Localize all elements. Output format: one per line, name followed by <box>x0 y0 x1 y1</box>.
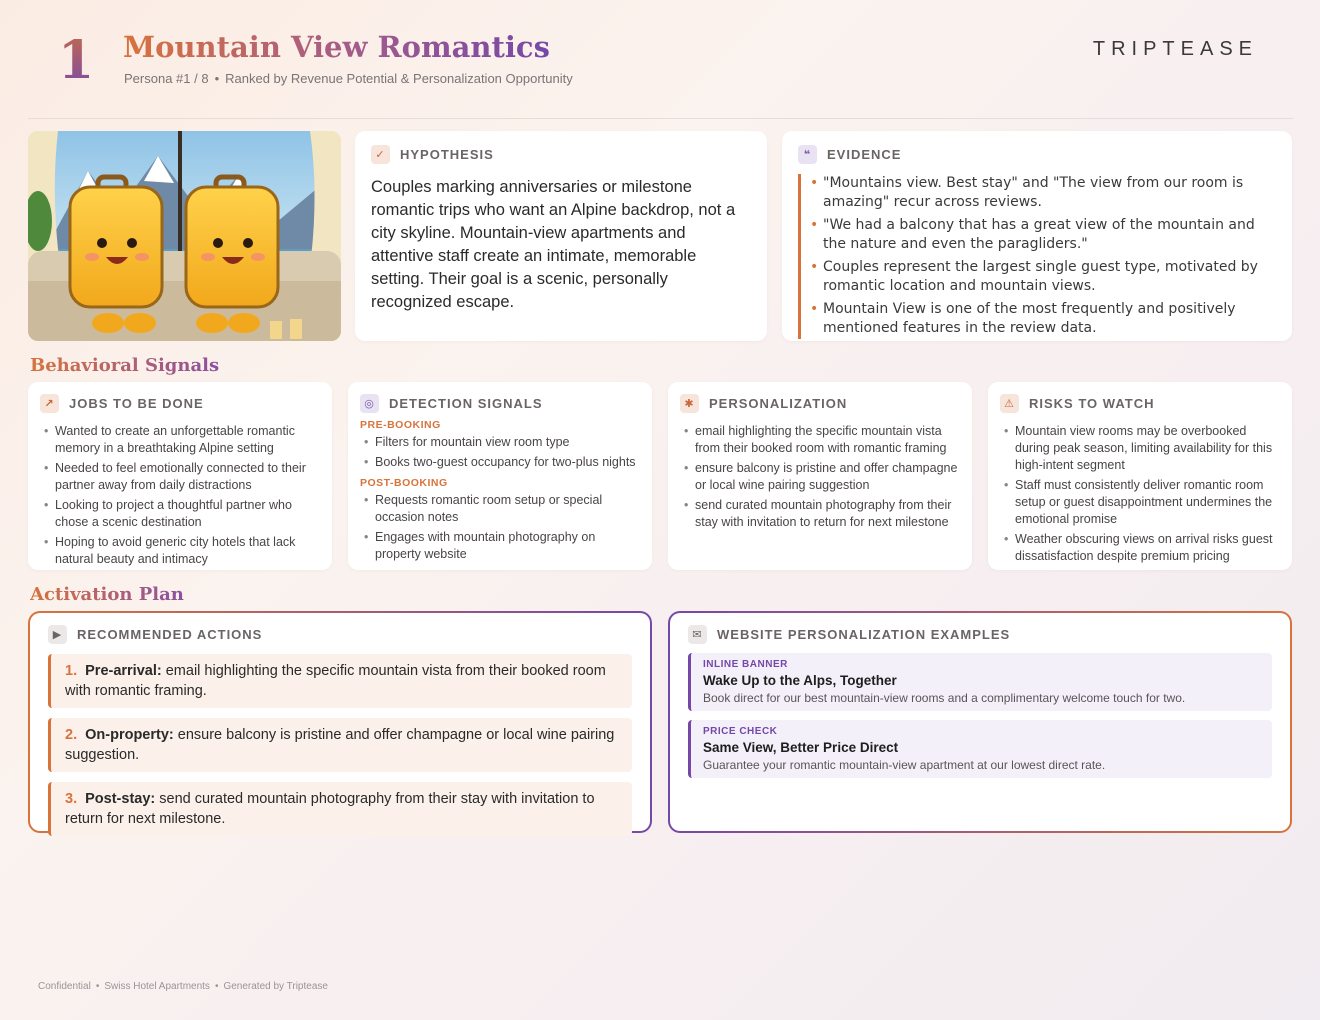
detection-heading: DETECTION SIGNALS <box>389 396 543 411</box>
risks-list <box>1000 423 1280 565</box>
evidence-item: • Couples represent the largest single guest type, motivated by romantic location and mountain views. <box>823 258 1276 296</box>
target-icon: ◎ <box>360 394 379 413</box>
footer-confidential: Confidential <box>38 981 91 992</box>
action-lead: On-property: <box>85 727 174 743</box>
action-number: 1. <box>65 663 78 679</box>
page-footer <box>38 981 328 992</box>
recommended-actions-card <box>28 611 652 833</box>
action-lead: Post-stay: <box>85 791 156 807</box>
list-item: • Weather obscuring views on arrival risks guest dissatisfaction despite premium pricing <box>1000 531 1280 565</box>
list-item: • Needed to feel emotionally connected to their partner away from daily distractions <box>40 460 320 494</box>
persona-rank-number: 1 <box>58 30 95 91</box>
list-item: • send curated mountain photography from their stay with invitation to return for next milestone <box>680 497 960 531</box>
action-lead: Pre-arrival: <box>85 663 162 679</box>
actions-heading: RECOMMENDED ACTIONS <box>77 627 263 642</box>
list-item: • Requests romantic room setup or special occasion notes <box>360 492 640 526</box>
evidence-heading: EVIDENCE <box>827 147 902 162</box>
example-title: Wake Up to the Alps, Together <box>703 673 897 688</box>
example-desc: Guarantee your romantic mountain-view apartment at our lowest direct rate. <box>703 758 1106 772</box>
quote-icon: ❝ <box>798 145 817 164</box>
action-item-on-property <box>48 718 632 772</box>
play-icon: ▶ <box>48 625 67 644</box>
action-text: ensure balcony is pristine and offer champagne or local wine pairing suggestion. <box>65 727 615 763</box>
actions-header <box>48 625 632 644</box>
warning-icon: ⚠ <box>1000 394 1019 413</box>
example-desc: Book direct for our best mountain-view rooms and a complimentary welcome touch for two. <box>703 691 1186 705</box>
persona-label: Persona #1 / 8 <box>124 71 209 86</box>
website-heading: WEBSITE PERSONALIZATION EXAMPLES <box>717 627 1011 642</box>
page-subtitle <box>124 71 573 86</box>
action-number: 3. <box>65 791 78 807</box>
check-icon: ✓ <box>371 145 390 164</box>
detection-card <box>348 382 652 570</box>
hypothesis-header <box>371 145 751 164</box>
pre-booking-list <box>360 434 640 471</box>
list-item: • Engages with mountain photography on property website <box>360 529 640 563</box>
risks-card <box>988 382 1292 570</box>
arrow-up-right-icon: ↗ <box>40 394 59 413</box>
jobs-heading: JOBS TO BE DONE <box>69 396 204 411</box>
list-item: • Staff must consistently deliver romantic room setup or guest disappointment undermines the emotional promise <box>1000 477 1280 528</box>
example-price-check <box>688 720 1272 778</box>
website-examples-card <box>668 611 1292 833</box>
ranking-note: Ranked by Revenue Potential & Personalization Opportunity <box>225 71 573 86</box>
personalization-card <box>668 382 972 570</box>
subtitle-separator: • <box>214 71 220 86</box>
detection-header <box>360 394 640 413</box>
jobs-card <box>28 382 332 570</box>
mail-icon: ✉ <box>688 625 707 644</box>
list-item: • Wanted to create an unforgettable romantic memory in a breathtaking Alpine setting <box>40 423 320 457</box>
action-text: email highlighting the specific mountain vista from their booked room with romantic framing. <box>65 663 606 699</box>
evidence-body <box>798 174 1276 339</box>
jobs-list <box>40 423 320 568</box>
suitcase-couple-illustration <box>28 131 341 341</box>
hypothesis-card <box>355 131 767 341</box>
list-item: • Looking to project a thoughtful partner who chose a scenic destination <box>40 497 320 531</box>
example-tag: INLINE BANNER <box>703 659 788 670</box>
example-title: Same View, Better Price Direct <box>703 740 899 755</box>
list-item: • Filters for mountain view room type <box>360 434 640 451</box>
evidence-item: • "Mountains view. Best stay" and "The view from our room is amazing" recur across reviews. <box>823 174 1276 212</box>
brand-logo: TRIPTEASE <box>1092 38 1258 60</box>
header-divider <box>28 118 1293 119</box>
example-tag: PRICE CHECK <box>703 726 778 737</box>
jobs-header <box>40 394 320 413</box>
footer-generated: Generated by Triptease <box>223 981 328 992</box>
footer-separator: • <box>95 981 100 992</box>
hypothesis-text: Couples marking anniversaries or milestone romantic trips who want an Alpine backdrop, not a city skyline. Mountain-view apartments and attentive staff create an intimate, memorable setting. Their goal is a scenic, personally recognized escape. <box>371 178 736 311</box>
risks-header <box>1000 394 1280 413</box>
evidence-card <box>782 131 1292 341</box>
list-item: • Books two-guest occupancy for two-plus nights <box>360 454 640 471</box>
website-examples-inner <box>670 613 1290 831</box>
action-item-pre-arrival <box>48 654 632 708</box>
hypothesis-heading: HYPOTHESIS <box>400 147 494 162</box>
recommended-actions-inner <box>30 613 650 831</box>
footer-property: Swiss Hotel Apartments <box>104 981 210 992</box>
evidence-list <box>823 174 1276 338</box>
evidence-header <box>798 145 1276 164</box>
pre-booking-label: PRE-BOOKING <box>360 419 441 431</box>
personalization-header <box>680 394 960 413</box>
risks-heading: RISKS TO WATCH <box>1029 396 1155 411</box>
behavioral-section-title: Behavioral Signals <box>30 355 220 376</box>
sparkle-icon: ✱ <box>680 394 699 413</box>
footer-separator: • <box>214 981 219 992</box>
activation-section-title: Activation Plan <box>30 584 184 605</box>
personalization-heading: PERSONALIZATION <box>709 396 848 411</box>
action-item-post-stay <box>48 782 632 836</box>
personalization-list <box>680 423 960 531</box>
list-item: • Mountain view rooms may be overbooked during peak season, limiting availability for this high-intent segment <box>1000 423 1280 474</box>
action-number: 2. <box>65 727 78 743</box>
list-item: • ensure balcony is pristine and offer champagne or local wine pairing suggestion <box>680 460 960 494</box>
website-header <box>688 625 1272 644</box>
example-inline-banner <box>688 653 1272 711</box>
evidence-item: • "We had a balcony that has a great view of the mountain and the nature and even the paragliders." <box>823 216 1276 254</box>
evidence-item: • Mountain View is one of the most frequently and positively mentioned features in the review data. <box>823 300 1276 338</box>
post-booking-list <box>360 492 640 563</box>
persona-illustration <box>28 131 341 341</box>
list-item: • Hoping to avoid generic city hotels that lack natural beauty and intimacy <box>40 534 320 568</box>
post-booking-label: POST-BOOKING <box>360 477 448 489</box>
list-item: • email highlighting the specific mountain vista from their booked room with romantic framing <box>680 423 960 457</box>
page-title: Mountain View Romantics <box>123 30 550 64</box>
action-text: send curated mountain photography from their stay with invitation to return for next milestone. <box>65 791 595 827</box>
